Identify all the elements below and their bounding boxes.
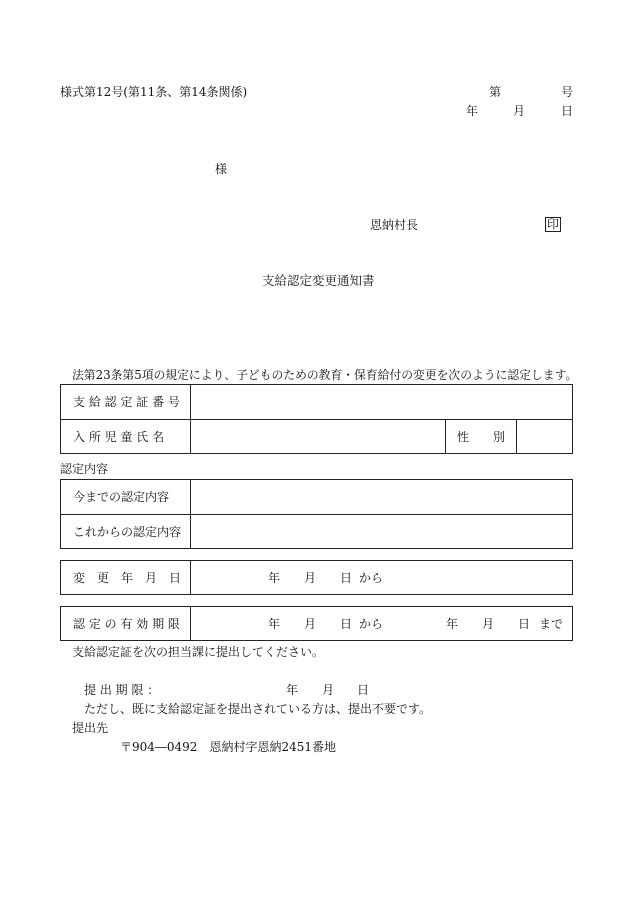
validity-period-table xyxy=(60,606,573,641)
document-number-prefix: 第 xyxy=(489,85,502,99)
new-certification-field[interactable] xyxy=(192,516,572,548)
document-number-suffix: 号 xyxy=(561,85,574,99)
change-date-month: 月 xyxy=(304,571,317,585)
validity-end-year: 年 xyxy=(446,617,459,631)
validity-end-day: 日 xyxy=(518,617,531,631)
submit-cert-instruction: 支給認定証を次の担当課に提出してください。 xyxy=(72,645,325,659)
validity-start-day: 日 xyxy=(340,617,353,631)
document-title: 支給認定変更通知書 xyxy=(262,273,375,288)
deadline-month: 月 xyxy=(322,683,335,697)
destination-address: 〒904―0492 恩納村字恩納2451番地 xyxy=(120,740,336,754)
certification-content-table xyxy=(60,479,573,549)
change-date-day: 日 xyxy=(340,571,353,585)
validity-end-month: 月 xyxy=(482,617,495,631)
deadline-year: 年 xyxy=(286,683,299,697)
submission-note: ただし、既に支給認定証を提出されている方は、提出不要です。 xyxy=(84,702,432,716)
certification-content-label: 認定内容 xyxy=(60,462,109,476)
deadline-day: 日 xyxy=(357,683,370,697)
intro-text: 法第23条第5項の規定により、子どものための教育・保育給付の変更を次のように認定します。 xyxy=(72,368,578,382)
certificate-info-table xyxy=(60,384,573,454)
validity-start-year: 年 xyxy=(268,617,281,631)
change-date-from: から xyxy=(359,571,384,585)
validity-label: 認 定 の 有 効 期 限 xyxy=(73,617,180,631)
form-number: 様式第12号(第11条、第14条関係) xyxy=(60,85,248,99)
validity-from: から xyxy=(359,617,384,631)
gender-field[interactable] xyxy=(518,421,572,453)
deadline-label: 提 出 期 限 ： xyxy=(84,683,160,697)
change-date-year: 年 xyxy=(268,571,281,585)
previous-certification-field[interactable] xyxy=(192,481,572,513)
issuer-title: 恩納村長 xyxy=(370,218,419,232)
change-date-label: 変 更 年 月 日 xyxy=(73,571,182,585)
validity-start-month: 月 xyxy=(304,617,317,631)
child-name-label: 入 所 児 童 氏 名 xyxy=(73,430,165,444)
validity-until: まで xyxy=(539,617,564,631)
issue-month-label: 月 xyxy=(513,104,526,118)
issue-year-label: 年 xyxy=(466,104,479,118)
new-certification-label: これからの認定内容 xyxy=(73,525,182,539)
seal-stamp: 印 xyxy=(547,217,560,231)
cert-number-label: 支 給 認 定 証 番 号 xyxy=(73,395,180,409)
cert-number-field[interactable] xyxy=(192,386,572,418)
issue-day-label: 日 xyxy=(561,104,574,118)
destination-label: 提出先 xyxy=(72,721,109,735)
previous-certification-label: 今までの認定内容 xyxy=(73,490,170,504)
addressee-honorific: 様 xyxy=(215,162,228,176)
gender-label: 性 別 xyxy=(457,430,506,444)
child-name-field[interactable] xyxy=(192,421,444,453)
change-date-table xyxy=(60,560,573,595)
